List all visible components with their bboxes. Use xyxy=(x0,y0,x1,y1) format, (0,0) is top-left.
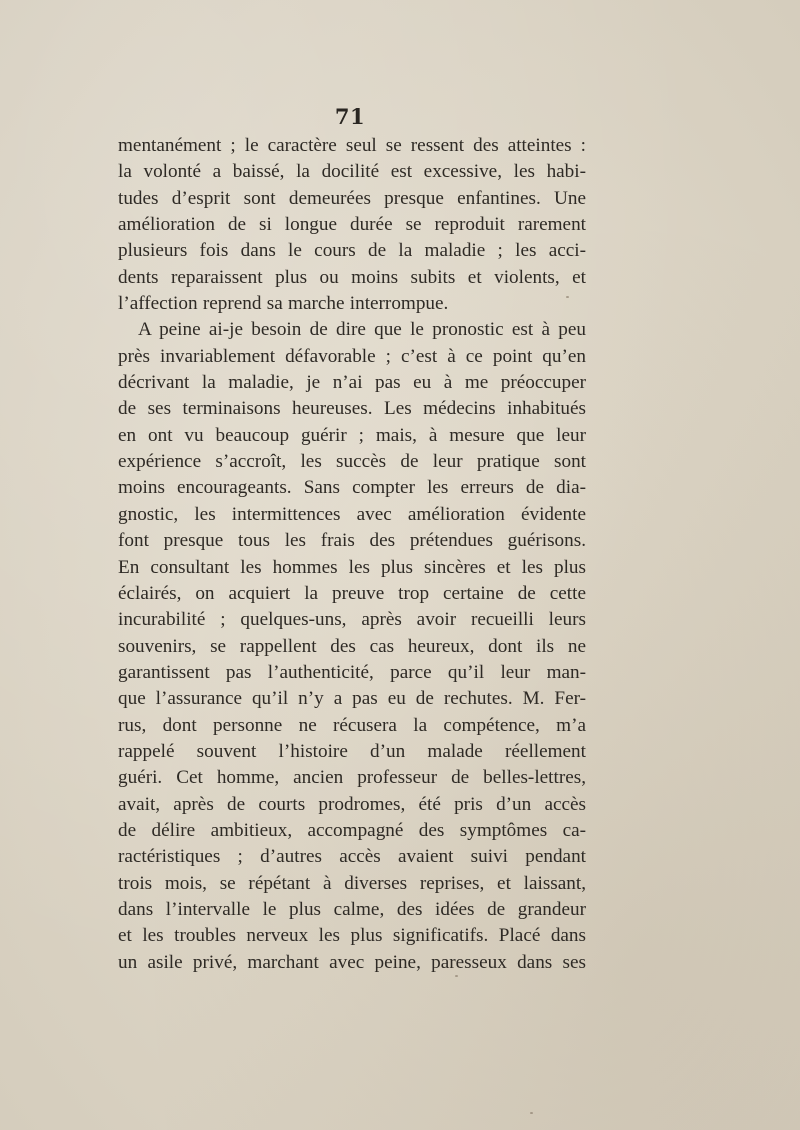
text-line: que l’assurance qu’il n’y a pas eu de rechutes. M. Fer- xyxy=(118,688,586,710)
text-line: en ont vu beaucoup guérir ; mais, à mesure que leur xyxy=(118,424,586,446)
paper-speck xyxy=(530,1112,533,1114)
text-line: la volonté a baissé, la docilité est excessive, les habi- xyxy=(118,161,586,183)
text-line: rus, dont personne ne récusera la compétence, m’a xyxy=(118,714,586,736)
text-line: l’affection reprend sa marche interrompue. xyxy=(118,293,449,315)
text-line: décrivant la maladie, je n’ai pas eu à me préoccuper xyxy=(118,372,586,394)
text-line: et les troubles nerveux les plus significatifs. Placé dans xyxy=(118,925,586,947)
text-line: A peine ai-je besoin de dire que le pronostic est à peu xyxy=(138,319,586,341)
text-line: éclairés, on acquiert la preuve trop certaine de cette xyxy=(118,582,586,604)
text-line: garantissent pas l’authenticité, parce qu’il leur man- xyxy=(118,661,586,683)
text-line: de délire ambitieux, accompagné des symptômes ca- xyxy=(118,819,586,841)
text-line: gnostic, les intermittences avec amélioration évidente xyxy=(118,503,586,525)
text-line: ractéristiques ; d’autres accès avaient suivi pendant xyxy=(118,846,586,868)
text-line: incurabilité ; quelques-uns, après avoir recueilli leurs xyxy=(118,609,586,631)
body-text xyxy=(118,133,586,976)
text-line: En consultant les hommes les plus sincères et les plus xyxy=(118,556,586,578)
page-number: 71 xyxy=(334,104,366,129)
paper-speck xyxy=(566,296,569,298)
text-line: expérience s’accroît, les succès de leur pratique sont xyxy=(118,451,586,473)
text-line: dents reparaissent plus ou moins subits et violents, et xyxy=(118,266,586,288)
text-line: mentanément ; le caractère seul se ressent des atteintes : xyxy=(118,135,586,156)
text-line: un asile privé, marchant avec peine, paresseux dans ses xyxy=(118,951,586,973)
text-line: avait, après de courts prodromes, été pris d’un accès xyxy=(118,793,586,815)
text-line: amélioration de si longue durée se reproduit rarement xyxy=(118,214,586,236)
text-line: trois mois, se répétant à diverses reprises, et laissant, xyxy=(118,872,586,894)
text-line: dans l’intervalle le plus calme, des idées de grandeur xyxy=(118,898,586,920)
text-line: rappelé souvent l’histoire d’un malade réellement xyxy=(118,740,586,762)
text-line: souvenirs, se rappellent des cas heureux, dont ils ne xyxy=(118,635,586,657)
text-line: plusieurs fois dans le cours de la maladie ; les acci- xyxy=(118,240,586,262)
text-line: font presque tous les frais des prétendues guérisons. xyxy=(118,530,586,552)
text-line: près invariablement défavorable ; c’est à ce point qu’en xyxy=(118,345,586,367)
text-line: de ses terminaisons heureuses. Les médecins inhabitués xyxy=(118,398,586,420)
text-line: moins encourageants. Sans compter les erreurs de dia- xyxy=(118,477,586,499)
text-line: guéri. Cet homme, ancien professeur de belles-lettres, xyxy=(118,767,586,789)
text-line: tudes d’esprit sont demeurées presque enfantines. Une xyxy=(118,187,586,209)
paper-speck xyxy=(455,975,458,977)
